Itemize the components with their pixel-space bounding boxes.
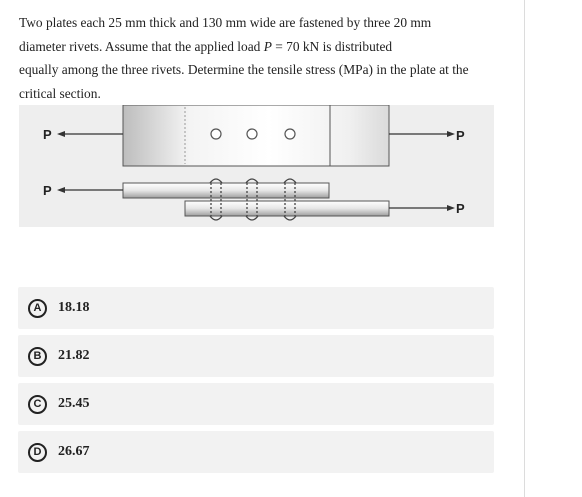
load-label-right-bottom: P — [456, 201, 465, 216]
option-a-value: 18.18 — [58, 300, 90, 315]
load-symbol: P — [263, 38, 272, 54]
option-c-value: 25.45 — [58, 396, 90, 411]
option-b-letter: B — [28, 347, 47, 366]
option-b-value: 21.82 — [58, 348, 90, 363]
riveted-joint-figure — [19, 105, 494, 227]
load-label-right-top: P — [456, 128, 465, 143]
option-d-letter: D — [28, 443, 47, 462]
panel-divider — [524, 0, 525, 497]
option-a-letter: A — [28, 299, 47, 318]
option-b[interactable] — [18, 335, 494, 377]
question-line-3: equally among the three rivets. Determine the tensile stress (MPa) in the plate at the — [19, 62, 469, 77]
option-d[interactable] — [18, 431, 494, 473]
riveted-joint-diagram — [19, 105, 494, 227]
rivet-hole-2 — [247, 129, 257, 139]
option-a[interactable] — [18, 287, 494, 329]
question-line-4: critical section. — [19, 85, 101, 101]
load-label-left-top: P — [43, 127, 52, 142]
question-line-1: Two plates each 25 mm thick and 130 mm wide are fastened by three 20 mm — [19, 15, 432, 30]
option-d-value: 26.67 — [58, 444, 90, 459]
question-line-2: diameter rivets. Assume that the applied load P = 70 kN is distributed — [19, 38, 393, 54]
upper-plate-side — [123, 183, 329, 198]
lower-plate-side — [185, 201, 389, 216]
load-label-left-bottom: P — [43, 183, 52, 198]
question-text — [19, 11, 509, 105]
rivet-hole-3 — [285, 129, 295, 139]
option-c[interactable] — [18, 383, 494, 425]
option-c-letter: C — [28, 395, 47, 414]
rivet-hole-1 — [211, 129, 221, 139]
